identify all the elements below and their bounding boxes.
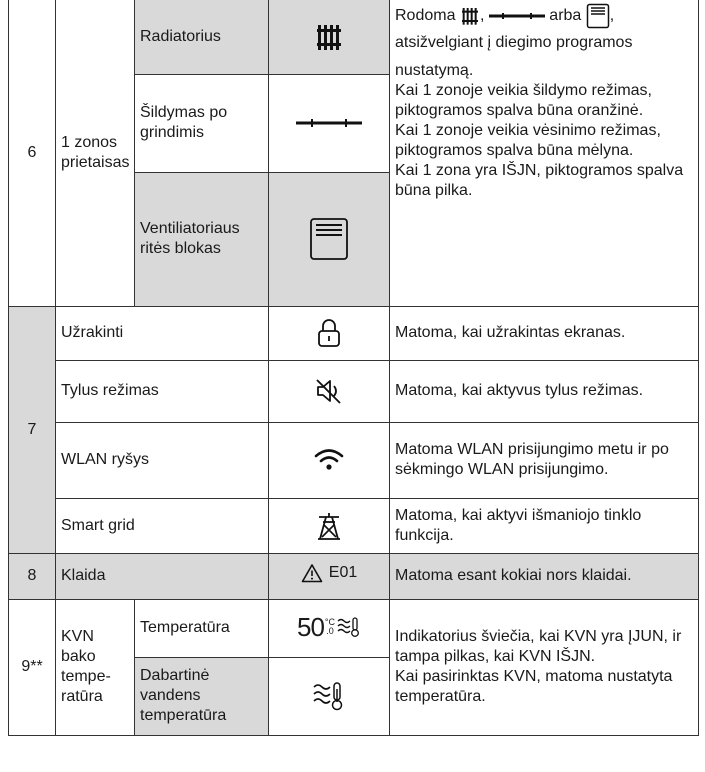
item-label: Šildymas po grindimis (135, 74, 269, 172)
desc-text: arba (549, 7, 582, 25)
floor-heating-icon (296, 117, 362, 129)
table-row (9, 498, 699, 553)
description (390, 599, 699, 735)
fan-coil-icon (309, 217, 349, 261)
unit-celsius: °C (324, 617, 336, 627)
group-label: 1 zonos prietaisas (56, 0, 135, 306)
description: Matoma WLAN prisijungimo metu ir po sėkmingo WLAN prisijungimo. (390, 422, 699, 498)
row-number: 7 (9, 306, 56, 553)
water-thermometer-icon (337, 616, 361, 638)
radiator-icon (460, 6, 480, 26)
item-label: Radiatorius (135, 0, 269, 74)
desc-text: nustatymą. (395, 62, 474, 79)
icon-cell (269, 360, 390, 422)
desc-text: , (609, 7, 615, 25)
item-label: Klaida (56, 553, 269, 599)
power-tower-icon (315, 511, 343, 541)
row-number: 8 (9, 553, 56, 599)
item-label: Dabartinė vandens temperatūra (135, 657, 269, 735)
table-row (9, 599, 699, 657)
icon-cell (269, 0, 390, 74)
icon-cell (269, 306, 390, 360)
item-label: Užrakinti (56, 306, 269, 360)
desc-text: Rodoma (395, 7, 456, 25)
warning-icon (301, 563, 323, 583)
desc-text: Kai 1 zonoje veikia šildymo režimas, piktogramos spalva būna oranžinė. (395, 82, 652, 119)
desc-text: Kai pasirinktas KVN, matoma nustatyta temperatūra. (395, 668, 673, 705)
error-code: E01 (328, 564, 358, 581)
item-label: Ventiliatoriaus ritės blokas (135, 172, 269, 306)
row-number: 6 (9, 0, 56, 306)
wifi-icon (314, 447, 344, 473)
temperature-value: 50 (296, 612, 324, 642)
icon-cell (269, 553, 390, 599)
speaker-mute-icon (314, 376, 344, 406)
icon-cell (269, 172, 390, 306)
lock-icon (316, 318, 342, 348)
icon-cell (269, 74, 390, 172)
desc-text: Kai 1 zona yra IŠJN, piktogramos spalva būna pilka. (395, 162, 684, 199)
error-indicator (301, 563, 357, 583)
description: Matoma, kai aktyvi išmaniojo tinklo funkcija. (390, 498, 699, 553)
row-number: 9** (9, 599, 56, 735)
table-row (9, 553, 699, 599)
desc-text: atsižvelgiant į diegimo programos (395, 34, 633, 51)
table-row (9, 422, 699, 498)
description: Matoma, kai aktyvus tylus režimas. (390, 360, 699, 422)
desc-text: Kai 1 zonoje veikia vėsinimo režimas, piktogramos spalva būna mėlyna. (395, 122, 661, 159)
status-icons-table (8, 0, 699, 736)
item-label: WLAN ryšys (56, 422, 269, 498)
icon-cell (269, 422, 390, 498)
table-row (9, 360, 699, 422)
fan-coil-icon (586, 3, 610, 29)
floor-heating-icon (489, 11, 545, 21)
item-label: Temperatūra (135, 599, 269, 657)
description: Matoma esant kokiai nors klaidai. (390, 553, 699, 599)
group-label: KVN bako tempe- ratūra (56, 599, 135, 735)
icon-cell (269, 498, 390, 553)
table-row (9, 306, 699, 360)
unit-decimal: .0 (326, 626, 334, 636)
icon-cell (269, 657, 390, 735)
description: Matoma, kai užrakintas ekranas. (390, 306, 699, 360)
temperature-display (297, 614, 361, 640)
description (390, 0, 699, 306)
water-thermometer-icon (312, 680, 346, 712)
item-label: Tylus režimas (56, 360, 269, 422)
temperature-units (325, 618, 335, 636)
desc-text: , (479, 7, 485, 25)
item-label: Smart grid (56, 498, 269, 553)
table-row (9, 0, 699, 74)
desc-text: Indikatorius šviečia, kai KVN yra ĮJUN, ir tampa pilkas, kai KVN IŠJN. (395, 628, 682, 665)
icon-cell (269, 599, 390, 657)
radiator-icon (314, 22, 344, 52)
